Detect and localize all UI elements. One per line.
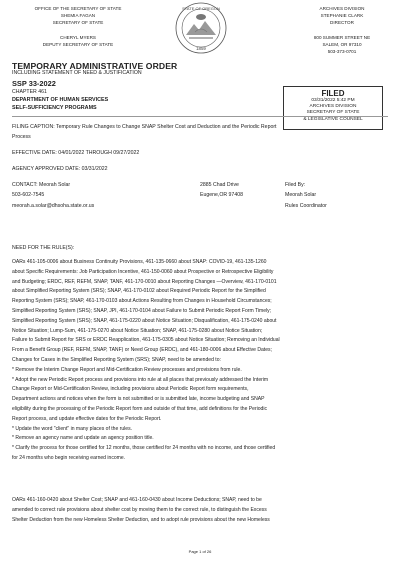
filed-title: FILED bbox=[321, 89, 345, 98]
body-line: OARs 461-160-0420 about Shelter Cost; SNAP and 461-160-0430 about Income Deductions; SNAP, need to be bbox=[12, 497, 262, 503]
body-line: Department actions and notices when the form is not submitted or is submitted late, income budgeting and SNAP bbox=[12, 396, 265, 403]
filed-line: & LEGISLATIVE COUNSEL bbox=[303, 116, 363, 122]
filed-by-title: Rules Coordinator bbox=[285, 202, 327, 209]
department: DEPARTMENT OF HUMAN SERVICES bbox=[12, 97, 109, 103]
body-line: * Adopt the new Periodic Report process and provisions into rule at all places that previously addressed the Interim bbox=[12, 376, 269, 383]
filed-line: 03/31/2022 5:42 PM bbox=[311, 98, 355, 103]
archives-line: 800 SUMMER STREET NE bbox=[313, 34, 371, 40]
approved-date: AGENCY APPROVED DATE: 03/31/2022 bbox=[12, 166, 108, 172]
body-line: and Budgeting; ERDC, REF, REFM, SNAP, TANF, 461-170-0010 about Reporting Changes —Overview, 461-170-0101 bbox=[12, 278, 277, 285]
need-heading: NEED FOR THE RULE(S): bbox=[12, 245, 75, 251]
need-paragraph bbox=[12, 258, 390, 464]
order-number: SSP 33-2022 bbox=[12, 79, 56, 88]
body-line: * Remove an agency name and update an agency position title. bbox=[12, 435, 154, 442]
body-line: Failure to Submit Report for SRS or ERDC Reapplication, 461-175-0305 about Notice Situation; Removing an Individual bbox=[12, 337, 280, 344]
filed-by-label: Filed By: bbox=[285, 182, 306, 188]
archives-line: DIRECTOR bbox=[330, 20, 354, 26]
filing-caption: FILING CAPTION: Temporary Rule Changes to Change SNAP Shelter Cost and Deduction and the Periodic Report bbox=[12, 124, 277, 130]
office-line: CHERYL MYERS bbox=[60, 34, 96, 40]
filed-line: ARCHIVES DIVISION bbox=[309, 104, 357, 110]
office-line: SECRETARY OF STATE bbox=[52, 20, 104, 26]
body-line: * Clarify the process for those certified for 12 months, those certified for 24 months with no income, and those certified bbox=[12, 445, 276, 452]
contact-info bbox=[12, 180, 94, 211]
contact-email[interactable]: meorah.a.solar@dhsoha.state.or.us bbox=[12, 202, 95, 209]
contact-address bbox=[200, 180, 243, 201]
filed-line: SECRETARY OF STATE bbox=[306, 110, 360, 116]
state-seal-icon bbox=[175, 2, 227, 54]
office-line: OFFICE OF THE SECRETARY OF STATE bbox=[34, 6, 122, 11]
seal-top-text: STATE OF OREGON bbox=[182, 6, 220, 11]
body-line: Notice Situation; Lump-Sum, 461-175-0270 about Notice Situation; SNAP, 461-175-0280 about Notice Situation; bbox=[12, 327, 263, 334]
archives-header bbox=[292, 5, 392, 55]
archives-line: SALEM, OR 97310 bbox=[322, 42, 362, 48]
body-line: for 24 months who begin receiving earned income. bbox=[12, 454, 126, 461]
body-line: about Specific Requirements: Job Participation Incentive, 461-150-0060 about Prospective or Retrospective Eligibility bbox=[12, 268, 274, 275]
body-line: eligibility during the processing of the Periodic Report form and outside of that time, add definitions for the Periodic bbox=[12, 405, 268, 412]
body-line: Change Report or Mid-Certification Review, including provisions about Periodic Report form requirements, bbox=[12, 386, 249, 393]
page-number: Page 1 of 26 bbox=[188, 549, 212, 554]
archives-line bbox=[292, 27, 392, 34]
body-line: Simplified Reporting System (SRS); SNAP, JPI, 461-170-0104 about Failure to Submit Periodic Report Form Timely; bbox=[12, 307, 272, 314]
need-paragraph-2 bbox=[12, 496, 390, 525]
program: SELF-SUFFICIENCY PROGRAMS bbox=[12, 105, 97, 111]
order-title: TEMPORARY ADMINISTRATIVE ORDER bbox=[12, 61, 178, 71]
filed-stamp bbox=[283, 86, 383, 130]
filed-by bbox=[285, 180, 327, 211]
effective-date: EFFECTIVE DATE: 04/01/2022 THROUGH 09/27/2022 bbox=[12, 150, 140, 156]
filed-by-name: Meorah Solar bbox=[285, 192, 317, 199]
archives-line: 503-373-0701 bbox=[327, 49, 357, 55]
address-city: Eugene,OR 97408 bbox=[200, 192, 243, 199]
body-line: amended to correct rule provisions about shelter cost by moving them to the correct rule, to distinguish the Excess bbox=[12, 506, 267, 513]
body-line: From a Benefit Group (REF, REFM, SNAP, TANF) or Need Group (ERDC), and 461-180-0006 about Effective Dates; bbox=[12, 347, 272, 354]
chapter: CHAPTER 461 bbox=[12, 89, 47, 95]
office-line: DEPUTY SECRETARY OF STATE bbox=[42, 42, 114, 48]
seal-year: 1859 bbox=[196, 46, 206, 51]
body-line: OARs 461-105-0006 about Business Continuity Provisions, 461-135-0660 about SNAP: COVID-19, 461-135-1260 bbox=[12, 259, 267, 265]
contact-name: CONTACT: Meorah Solar bbox=[12, 182, 71, 188]
body-line: Shelter Deduction from the new Homeless Shelter Deduction, and to adopt rule provisions about the new Homeless bbox=[12, 516, 270, 523]
archives-line: ARCHIVES DIVISION bbox=[319, 6, 365, 11]
office-line bbox=[18, 27, 138, 34]
archives-line: STEPHANIE CLARK bbox=[320, 13, 364, 19]
order-subtitle: INCLUDING STATEMENT OF NEED & JUSTIFICATION bbox=[12, 70, 142, 76]
office-line: SHEMIA FAGAN bbox=[60, 13, 96, 19]
contact-phone: 503-602-7545 bbox=[12, 192, 45, 199]
body-line: Simplified Reporting System (SRS); SNAP, 461-175-0220 about Notice Situation; Disqualification, 461-175-0240 about bbox=[12, 317, 277, 324]
divider bbox=[12, 116, 388, 117]
body-line: * Update the word "client" in many places of the rules. bbox=[12, 425, 133, 432]
body-line: about Simplified Reporting System (SRS); SNAP, 461-170-0102 about Required Periodic Report for the Simplified bbox=[12, 288, 266, 295]
body-line: Changes for Cases in the Simplified Reporting System (SRS); SNAP, need to be amended to: bbox=[12, 356, 221, 363]
body-line: Report process, and update effective dates for the Periodic Report. bbox=[12, 415, 162, 422]
address-street: 2885 Chad Drive bbox=[200, 182, 239, 188]
filing-caption-cont: Process bbox=[12, 134, 31, 140]
office-header bbox=[18, 5, 138, 48]
body-line: * Remove the Interim Change Report and Mid-Certification Review processes and provisions from rule. bbox=[12, 366, 242, 373]
body-line: Reporting System (SRS); SNAP, 461-170-0103 about Actions Resulting from Changes in Household Circumstances; bbox=[12, 298, 272, 305]
